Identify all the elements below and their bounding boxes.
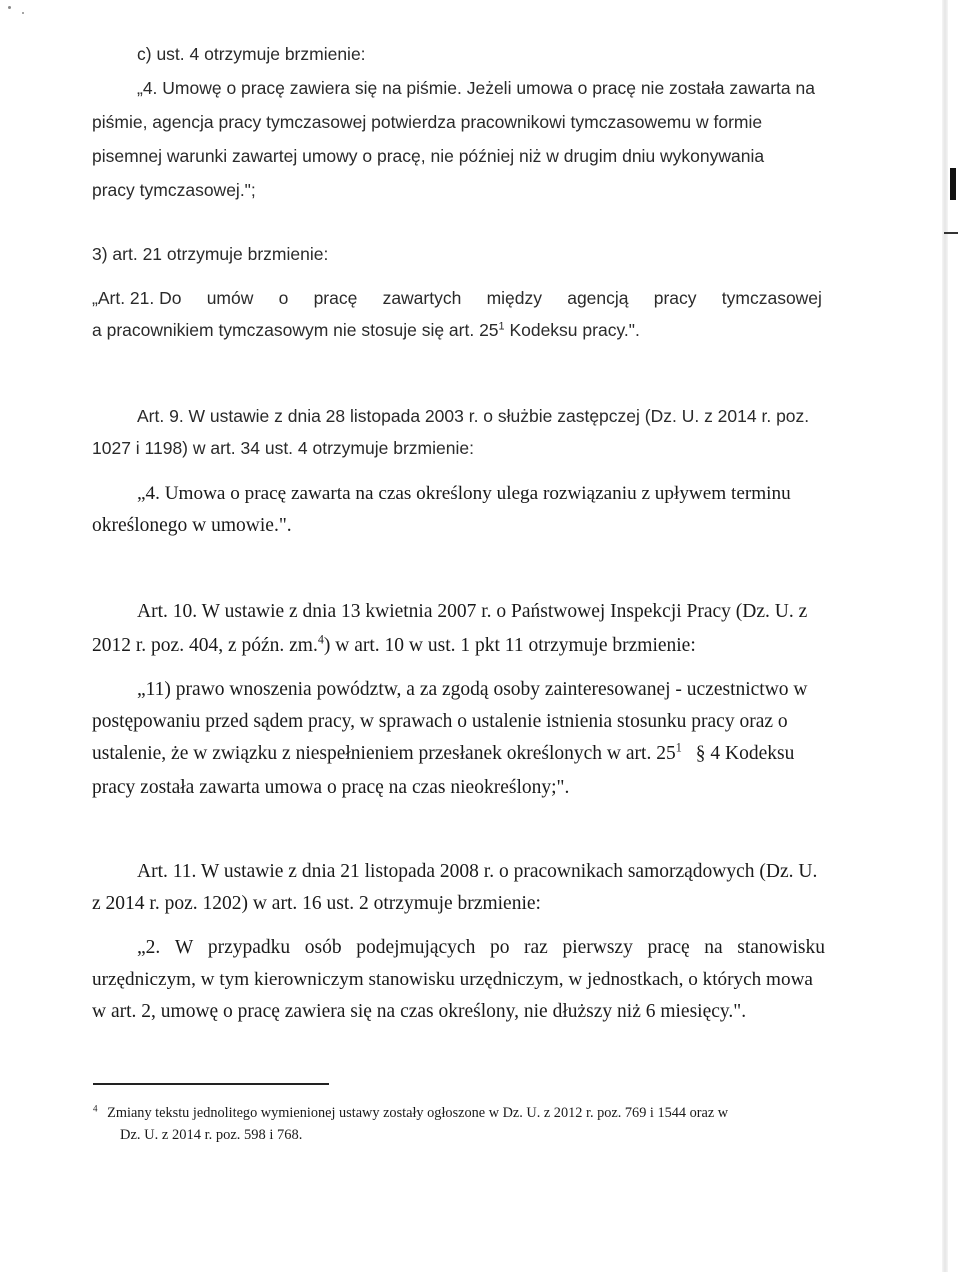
word: pierwszy (562, 937, 633, 958)
word: „Art. 21. Do (92, 288, 182, 308)
word: umów (206, 288, 254, 308)
text-span: ustalenie, że w związku z niespełnieniem przesłanek określonych w art. 25 (92, 743, 676, 764)
text-line: 1027 i 1198) w art. 34 ust. 4 otrzymuje brzmienie: (92, 438, 474, 458)
word: przypadku (207, 937, 291, 958)
text-line: Art. 11. W ustawie z dnia 21 listopada 2008 r. o pracownikach samorządowych (Dz. U. (137, 861, 818, 882)
scan-mark (950, 168, 956, 200)
text-line: c) ust. 4 otrzymuje brzmienie: (137, 44, 366, 64)
superscript: 4 (317, 632, 324, 647)
superscript: 1 (498, 320, 505, 333)
superscript: 1 (675, 740, 682, 755)
justified-line (92, 290, 822, 308)
text-span: a pracownikiem tymczasowym nie stosuje się art. 25 (92, 320, 499, 340)
text-line: 3) art. 21 otrzymuje brzmienie: (92, 244, 329, 264)
scan-border (942, 0, 948, 1272)
scan-speck (8, 6, 11, 9)
word: podejmujących (356, 937, 476, 958)
word: pracę (313, 288, 358, 308)
word: osób (304, 937, 342, 958)
text-span: ) w art. 10 w ust. 1 pkt 11 otrzymuje brzmienie: (323, 635, 696, 656)
justified-line (137, 938, 825, 958)
text-line: pisemnej warunki zawartej umowy o pracę, nie później niż w drugim dniu wykonywania (92, 146, 765, 166)
word: na (704, 937, 723, 958)
text-span: 2012 r. poz. 404, z późn. zm. (92, 635, 318, 656)
text-line (92, 632, 696, 656)
footnote-line (93, 1103, 729, 1121)
word: stanowisku (737, 937, 825, 958)
text-line: określonego w umowie.". (92, 515, 292, 536)
word: „2. (137, 937, 161, 958)
word: raz (524, 937, 548, 958)
footnote-text: Zmiany tekstu jednolitego wymienionej ustawy zostały ogłoszone w Dz. U. z 2012 r. poz. 769 i 1544 oraz w (107, 1105, 729, 1121)
text-line: w art. 2, umowę o pracę zawiera się na czas określony, nie dłuższy niż 6 miesięcy.". (92, 1001, 747, 1022)
word: pracę (647, 937, 690, 958)
text-line: postępowaniu przed sądem pracy, w sprawach o ustalenie istnienia stosunku pracy oraz o (92, 711, 788, 732)
word: W (174, 937, 194, 958)
text-line: Art. 10. W ustawie z dnia 13 kwietnia 2007 r. o Państwowej Inspekcji Pracy (Dz. U. z (137, 601, 808, 622)
word: agencją (567, 288, 629, 308)
footnote-marker: 4 (93, 1103, 98, 1114)
scan-mark (944, 232, 958, 234)
text-line: „4. Umowa o pracę zawarta na czas określony ulega rozwiązaniu z upływem terminu (137, 483, 791, 504)
text-span: Kodeksu pracy.". (504, 320, 640, 340)
text-span: § 4 Kodeksu (695, 743, 795, 764)
word: tymczasowej (721, 288, 822, 308)
scan-speck (22, 12, 24, 14)
text-line: „11) prawo wnoszenia powództw, a za zgodą osoby zainteresowanej - uczestnictwo w (137, 679, 808, 700)
word: o (278, 288, 289, 308)
text-line: piśmie, agencja pracy tymczasowej potwierdza pracownikowi tymczasowemu w formie (92, 112, 763, 132)
word: zawartych (382, 288, 462, 308)
text-line: pracy została zawarta umowa o pracę na czas nieokreślony;". (92, 777, 570, 798)
footnote-separator (93, 1083, 329, 1085)
word: pracy (653, 288, 697, 308)
word: między (486, 288, 542, 308)
text-line (92, 740, 795, 764)
footnote-line: Dz. U. z 2014 r. poz. 598 i 768. (120, 1127, 303, 1143)
text-line: pracy tymczasowej."; (92, 180, 256, 200)
text-line: Art. 9. W ustawie z dnia 28 listopada 2003 r. o służbie zastępczej (Dz. U. z 2014 r. poz. (137, 406, 810, 426)
text-line: urzędniczym, w tym kierowniczym stanowisku urzędniczym, w jednostkach, o których mowa (92, 969, 813, 990)
text-line: z 2014 r. poz. 1202) w art. 16 ust. 2 otrzymuje brzmienie: (92, 893, 541, 914)
word: po (489, 937, 510, 958)
text-line: „4. Umowę o pracę zawiera się na piśmie. Jeżeli umowa o pracę nie została zawarta na (137, 78, 815, 98)
text-line (92, 322, 640, 340)
